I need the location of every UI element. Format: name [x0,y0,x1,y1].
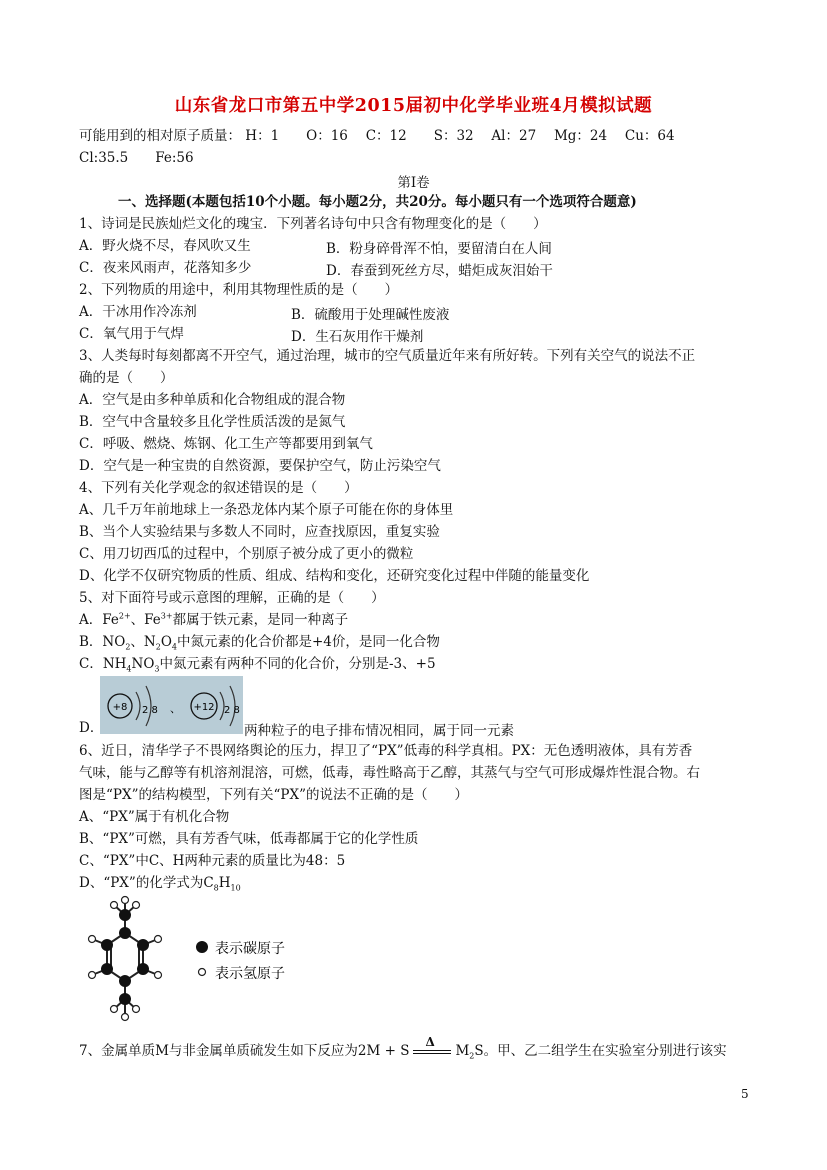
q6-stem-line-1: 6、近日，清华学子不畏网络舆论的压力，捍卫了“PX”低毒的科学真相。PX：无色透明液体，具有芳香 [79,743,693,759]
shell-label-1: 2 8 [142,705,158,716]
q1-option-a: A．野火烧不尽，春风吹又生 [79,238,251,254]
volume-heading: 第Ⅰ卷 [397,175,430,191]
q5-option-c: C．$NH_4NO_3$中氮元素有两种不同的化合价，分别是-3、+5 [79,656,436,674]
q6-stem-line-2: 气味，能与乙醇等有机溶剂混溶，可燃，低毒，毒性略高于乙醇，其蒸气与空气可形成爆炸性混合物。右 [79,765,700,781]
heat-condition: Δ [425,1035,435,1049]
q5-option-b: B．$NO_2$、$N_2O_4$中氮元素的化合价都是+4价，是同一化合物 [79,634,440,652]
reaction-arrow [409,1035,455,1060]
atomic-masses-line-1: 可能用到的相对原子质量： H：1 O：16 C：12 S：32 Al：27 Mg：24 Cu：64 [79,128,675,144]
px-molecule-model [80,895,310,1030]
q5-option-d-text: 两种粒子的电子排布情况相同，属于同一元素 [244,723,514,739]
q4-stem: 4、下列有关化学观念的叙述错误的是（ ） [79,480,358,496]
q1-option-d: D．春蚕到死丝方尽，蜡炬成灰泪始干 [326,263,553,279]
q6-option-b: B、“PX”可燃，具有芳香气味，低毒都属于它的化学性质 [79,831,419,847]
legend-carbon-label: 表示碳原子 [215,941,285,957]
shell-label-2: 2 8 [224,705,240,716]
exam-title: 山东省龙口市第五中学2015届初中化学毕业班4月模拟试题 [174,96,653,116]
q6-option-c: C、“PX”中C、H两种元素的质量比为48：5 [79,853,346,869]
q6-stem-line-3: 图是“PX”的结构模型，下列有关“PX”的说法不正确的是（ ） [79,787,468,803]
q5-stem: 5、对下面符号或示意图的理解，正确的是（ ） [79,590,385,606]
q2-stem: 2、下列物质的用途中，利用其物理性质的是（ ） [79,282,399,298]
diagram-separator: 、 [170,702,181,715]
page-number: 5 [741,1087,749,1101]
q5-option-d-prefix: D． [79,720,104,736]
nucleus-label-1: +8 [112,702,128,713]
legend-hydrogen-label: 表示氢原子 [215,966,285,982]
q4-option-a: A、几千万年前地球上一条恐龙体内某个原子可能在你的身体里 [79,502,454,518]
q2-option-a: A．干冰用作冷冻剂 [79,304,197,320]
q1-stem: 1、诗词是民族灿烂文化的瑰宝．下列著名诗句中只含有物理变化的是（ ） [79,216,547,232]
q5-option-a: A．$Fe^{2+}$、$Fe^{3+}$都属于铁元素，是同一种离子 [79,611,349,628]
nucleus-label-2: +12 [193,702,215,713]
q3-option-a: A．空气是由多种单质和化合物组成的混合物 [79,392,346,408]
q2-option-c: C．氧气用于气焊 [79,326,184,342]
q2-option-d: D．生石灰用作干燥剂 [291,329,424,345]
electron-shell-diagram [100,676,243,734]
q3-option-d: D．空气是一种宝贵的自然资源，要保护空气，防止污染空气 [79,458,441,474]
q3-stem-line-1: 3、人类每时每刻都离不开空气，通过治理，城市的空气质量近年来有所好转。下列有关空气的说法不正 [79,348,696,364]
q3-option-b: B．空气中含量较多且化学性质活泼的是氮气 [79,414,346,430]
q2-option-b: B．硫酸用于处理碱性废液 [291,307,450,323]
q4-option-c: C、用刀切西瓜的过程中，个别原子被分成了更小的微粒 [79,546,414,562]
q7-stem: 7、金属单质M与非金属单质硫发生如下反应为2M + S Δ $M_2S$。甲、乙二组学生在实验室分别进行该实 [79,1035,727,1061]
q3-stem-line-2: 确的是（ ） [79,370,174,386]
q6-option-d: D、“PX”的化学式为$C_8H_{10}$ [79,875,241,893]
q4-option-d: D、化学不仅研究物质的性质、组成、结构和变化，还研究变化过程中伴随的能量变化 [79,568,590,584]
q1-option-c: C．夜来风雨声，花落知多少 [79,260,252,276]
legend-carbon-symbol [196,941,208,953]
q3-option-c: C．呼吸、燃烧、炼钢、化工生产等都要用到氧气 [79,436,373,452]
section-heading: 一、选择题(本题包括10个小题。每小题2分，共20分。每小题只有一个选项符合题意) [118,194,637,210]
q4-option-b: B、当个人实验结果与多数人不同时，应查找原因，重复实验 [79,524,440,540]
legend-hydrogen-symbol [199,969,206,976]
q1-option-b: B．粉身碎骨浑不怕，要留清白在人间 [326,241,552,257]
q6-option-a: A、“PX”属于有机化合物 [79,809,230,825]
atomic-masses-line-2: Cl:35.5 Fe:56 [79,150,194,166]
